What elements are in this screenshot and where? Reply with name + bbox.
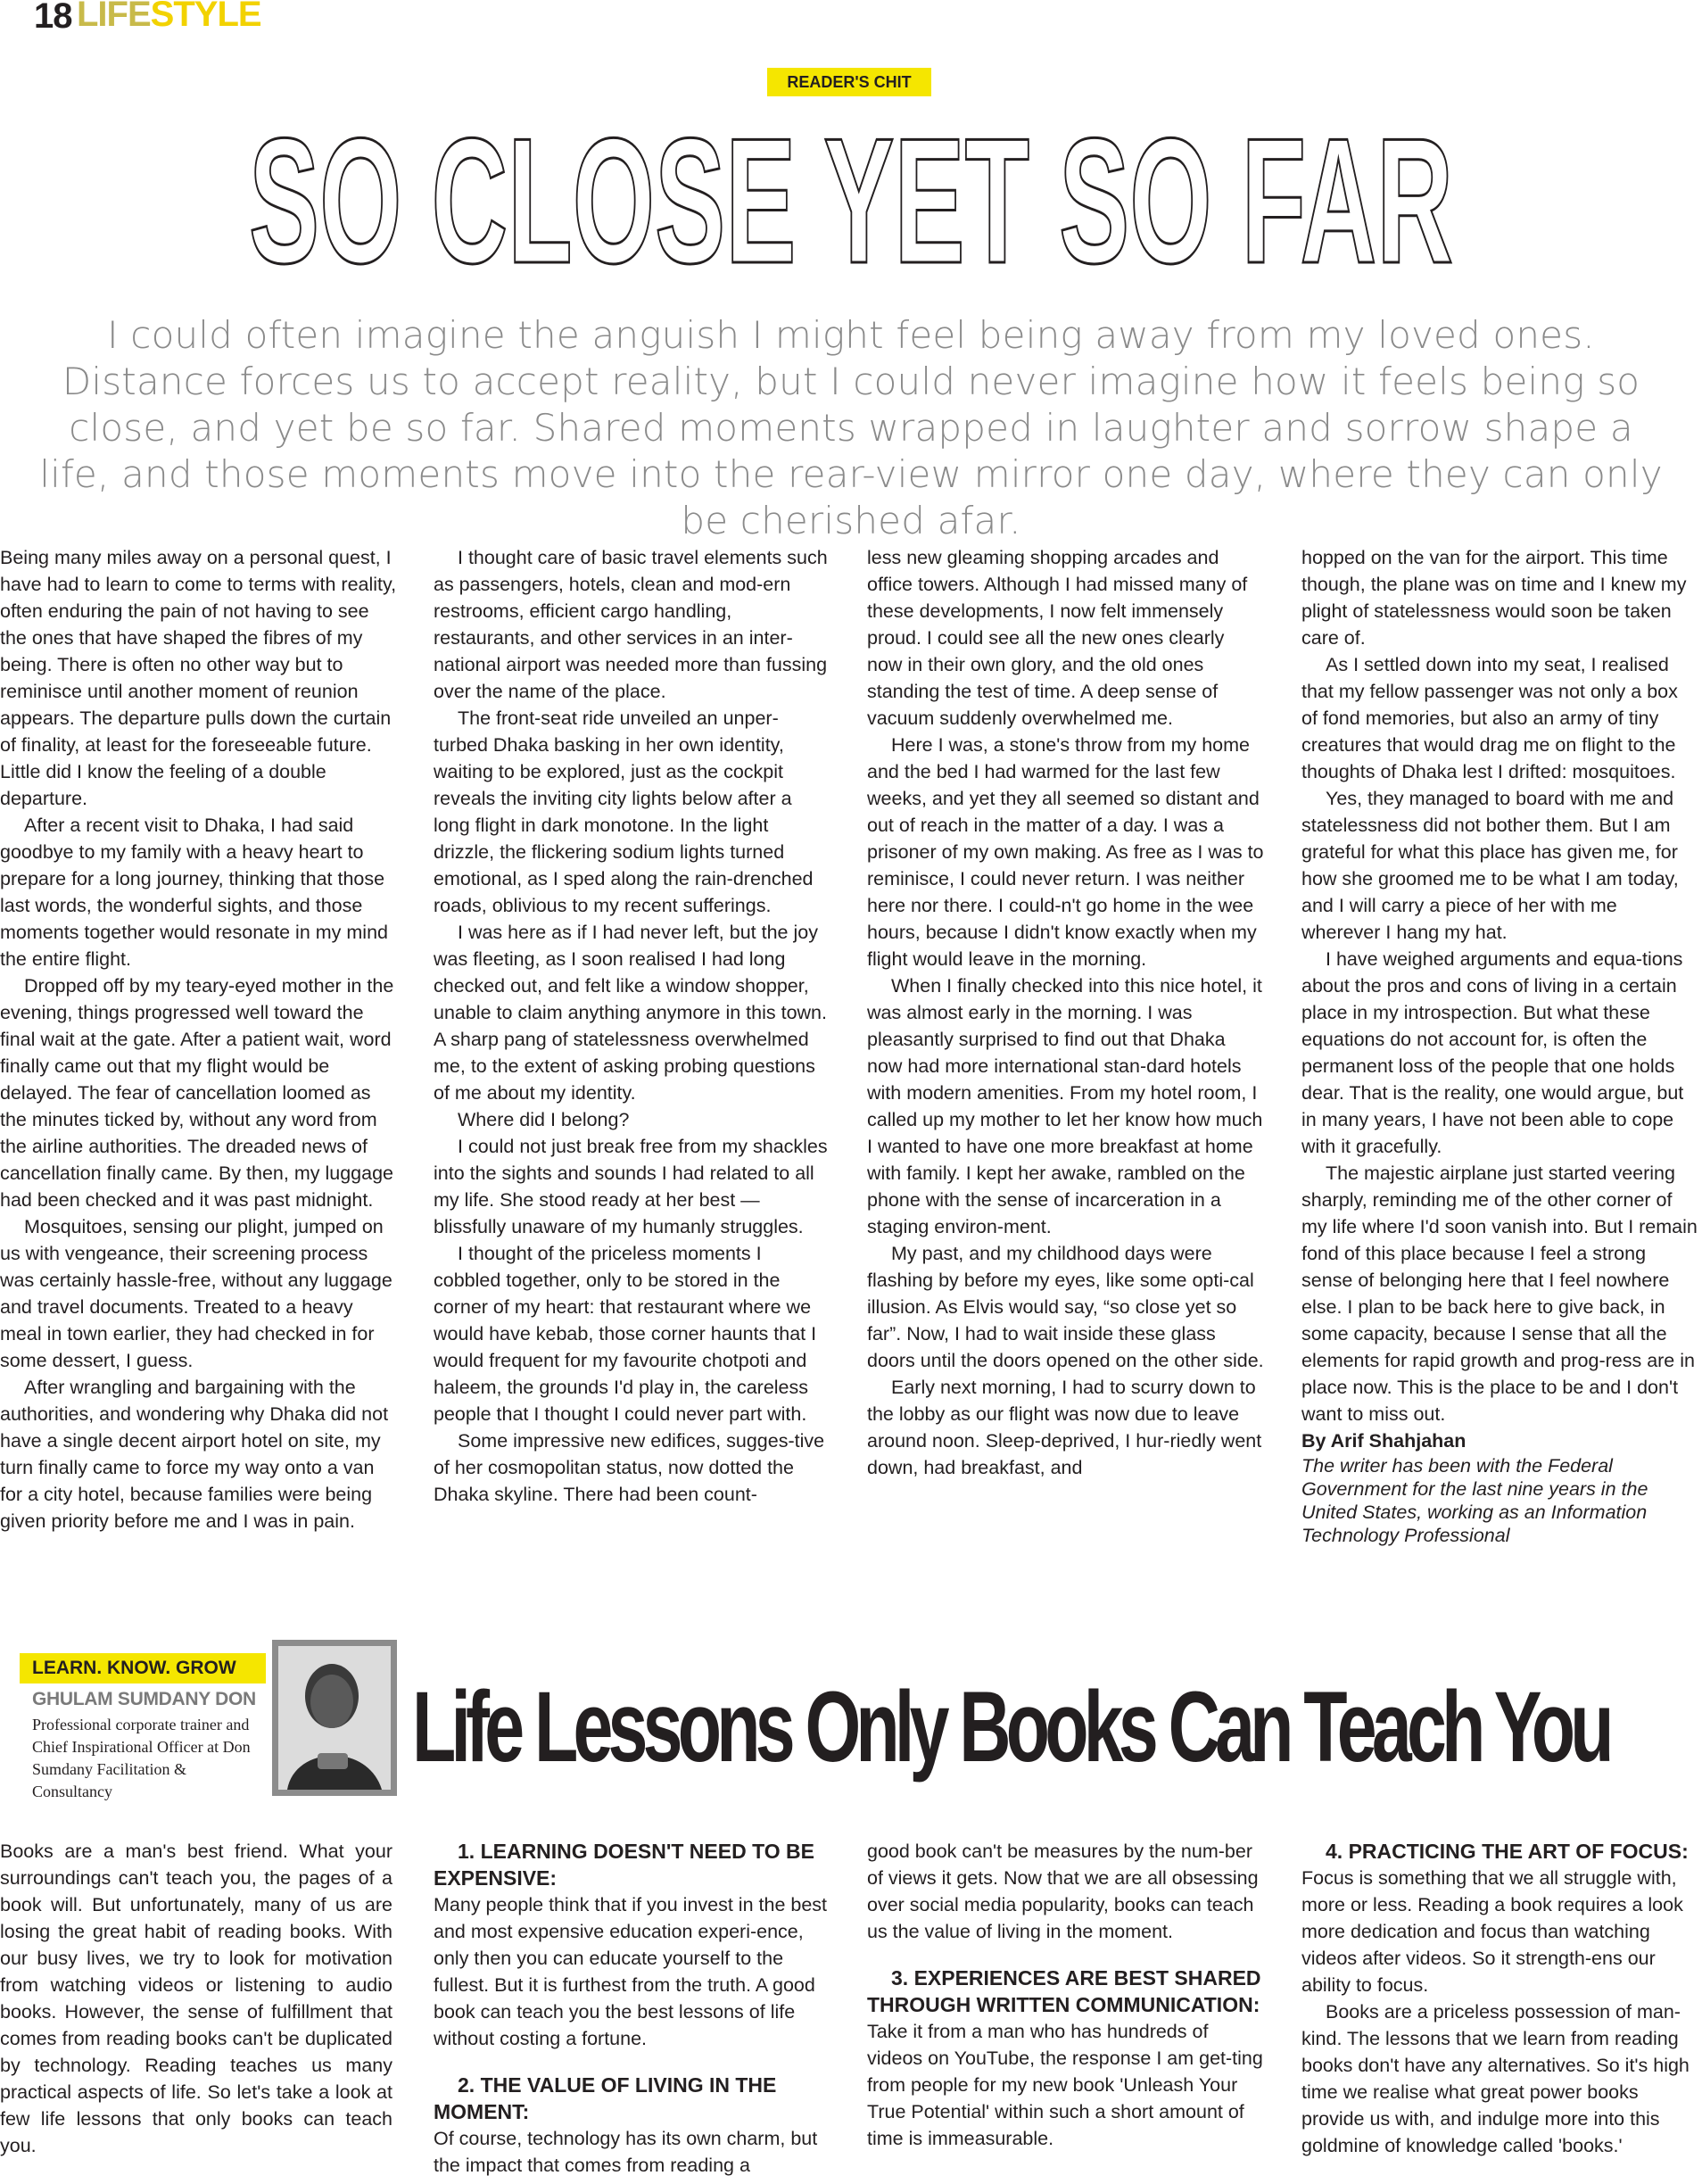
paragraph: Here I was, a stone's throw from my home and the bed I had warmed for the last few weeks, and yet they all seemed so distant and out of reach in the matter of a day. I was a prisoner of my own making. As free as I was to reminisce, I could never return. I was neither here nor there. I could-n't go home in the wee hours, because I didn't know exactly when my flight would leave in the morning. (867, 734, 1264, 970)
article2-column-4 (1301, 1838, 1698, 2184)
paragraph: Where did I belong? (458, 1109, 630, 1130)
article2-column-1 (0, 1838, 392, 2184)
section-title (77, 0, 261, 35)
paragraph: My past, and my childhood days were flashing by before my eyes, like some opti-cal illusion. As Elvis would say, “so close yet so far”. Now, I had to wait inside these glass doors until the doors opened on the other side. (867, 1243, 1264, 1371)
author-photo (278, 1646, 391, 1790)
paragraph: I could not just break free from my shackles into the sights and sounds I had related to all my life. She stood ready at her best — blissfully unaware of my humanly struggles. (434, 1136, 828, 1237)
series-label: LEARN. KNOW. GROW (20, 1653, 266, 1684)
paragraph: hopped on the van for the airport. This time though, the plane was on time and I knew my plight of statelessness would soon be taken care of. (1301, 547, 1687, 649)
paragraph: I thought of the priceless moments I cobbled together, only to be stored in the corner of my heart: that restaurant where we would have kebab, those corner haunts that I would frequent for my favourite chotpoti and haleem, the grounds I'd play in, the careless people that I thought I could never part with. (434, 1243, 817, 1425)
paragraph: I was here as if I had never left, but the joy was fleeting, as I soon realised I had long checked out, and felt like a window shopper, unable to claim anything anymore in this town. A sharp pang of statelessness overwhelmed me, to the extent of asking probing questions of me about my identity. (434, 922, 827, 1104)
paragraph: The majestic airplane just started veering sharply, reminding me of the other corner of my life where I'd soon vanish into. But I remain fond of this place because I feel a strong sense of belonging here that I feel nowhere else. I plan to be back here to give back, in some capacity, because I sense that all the elements for rapid growth and prog-ress are in place now. This is the place to be and I don't want to miss out. (1301, 1162, 1698, 1425)
article-column-4 (1301, 544, 1698, 1597)
paragraph: Focus is something that we all struggle with, more or less. Reading a book requires a look more dedication and focus than watching videos after videos. So it strength-ens our ability to focus. (1301, 1867, 1683, 1996)
article-kicker: READER'S CHIT (767, 68, 931, 96)
section-title-style: STYLE (150, 0, 261, 34)
article-deck: I could often imagine the anguish I might feel being away from my loved ones. Distance forces us to accept reality, but I could never imagine how it feels being so close, and yet be so far. Shared moments wrapped in laughter and sorrow shape a life, and those moments move into the rear-view mirror one day, where they can only be cherished afar. (39, 313, 1663, 542)
paragraph: After a recent visit to Dhaka, I had said goodbye to my family with a heavy heart to prepare for a long journey, thinking that those last words, the wonderful sights, and those moments together would resonate in my mind the entire flight. (0, 815, 388, 970)
article-headline-2: Life Lessons Only Books Can Teach You (412, 1671, 1609, 1783)
article-headline (0, 109, 1702, 287)
subhead: 4. PRACTICING THE ART OF FOCUS: (1326, 1840, 1689, 1863)
paragraph: The front-seat ride unveiled an unper-turbed Dhaka basking in her own identity, waiting to be explored, just as the cockpit reveals the inviting city lights below after a long flight in dark monotone. In the light drizzle, the flickering sodium lights turned emotional, as I sped along the rain-drenched roads, oblivious to my recent sufferings. (434, 707, 814, 916)
paragraph: Books are a man's best friend. What your surroundings can't teach you, the pages of a book will. But unfortunately, many of us are losing the great habit of reading books. With our busy lives, we try to look for motivation from watching videos or listening to audio books. However, the sense of fulfillment that comes from reading books can't be duplicated by technology. Reading teaches us many practical aspects of life. So let's take a look at few life lessons that only books can teach you. (0, 1841, 392, 2156)
subhead: 2. THE VALUE OF LIVING IN THE MOMENT: (434, 2073, 777, 2123)
paragraph: I have weighed arguments and equa-tions about the pros and cons of living in a certain place in my introspection. But what these equations do not account for, is often the permanent loss of the people that one holds dear. That is the reality, one would argue, but in many years, I have not been able to cope with it gracefully. (1301, 948, 1684, 1157)
paragraph: Many people think that if you invest in the best and most expensive education experi-ence, only then you can educate yourself to the fullest. But it is furthest from the truth. A good book can teach you the best lessons of life without costing a fortune. (434, 1894, 828, 2049)
paragraph: good book can't be measures by the num-ber of views it gets. Now that we are all obsessing over social media popularity, books can teach us the value of living in the moment. (867, 1841, 1259, 1942)
paragraph: Take it from a man who has hundreds of videos on YouTube, the response I am get-ting from people for my new book 'Unleash Your True Potential' within such a short amount of time is immeasurable. (867, 2021, 1263, 2149)
byline: By Arif Shahjahan (1301, 1430, 1467, 1452)
paragraph: Of course, technology has its own charm, but the impact that comes from reading a (434, 2128, 818, 2176)
section-title-life: LIFE (77, 0, 151, 34)
author-bio: The writer has been with the Federal Government for the last nine years in the United States, working as an Information Technology Professional (1301, 1455, 1648, 1546)
paragraph: As I settled down into my seat, I realised that my fellow passenger was not only a box of fond memories, but also an army of tiny creatures that would drag me on flight to the thoughts of Dhaka lest I drifted: mosquitoes. (1301, 654, 1678, 782)
paragraph: Dropped off by my teary-eyed mother in the evening, things progressed well toward the final wait at the gate. After a patient wait, word finally came out that my flight would be delayed. The fear of cancellation loomed as the minutes ticked by, without any word from the airline authorities. The dreaded news of cancellation finally came. By then, my luggage had been checked and it was past midnight. (0, 975, 394, 1211)
article2-column-3 (867, 1838, 1264, 2184)
subhead: 1. LEARNING DOESN'T NEED TO BE EXPENSIVE: (434, 1840, 814, 1890)
article-column-3 (867, 544, 1264, 1597)
paragraph: After wrangling and bargaining with the authorities, and wondering why Dhaka did not have a single decent airport hotel on site, my turn finally came to force my way onto a van for a city hotel, because families were being given priority before me and I was in pain. (0, 1377, 389, 1532)
paragraph: Yes, they managed to board with me and statelessness did not bother them. But I am grateful for what this place has given me, for how she groomed me to be what I am today, and I will carry a piece of her with me wherever I hang my hat. (1301, 788, 1679, 943)
author-title: Professional corporate trainer and Chief Inspirational Officer at Don Sumdany Facilitation & Consultancy (32, 1716, 251, 1800)
paragraph: Being many miles away on a personal quest, I have had to learn to come to terms with reality, often enduring the pain of not having to see the ones that have shaped the fibres of my being. There is often no other way but to reminisce until another moment of reunion appears. The departure pulls down the curtain of finality, at least for the foreseeable future. Little did I know the feeling of a double departure. (0, 547, 397, 809)
article-column-1 (0, 544, 397, 1597)
paragraph: Early next morning, I had to scurry down to the lobby as our flight was now due to leave around noon. Sleep-deprived, I hur-riedly went down, had breakfast, and (867, 1377, 1262, 1478)
subhead: 3. EXPERIENCES ARE BEST SHARED THROUGH WRITTEN COMMUNICATION: (867, 1966, 1261, 2016)
article-column-2 (434, 544, 830, 1597)
paragraph: I thought care of basic travel elements such as passengers, hotels, clean and mod-ern restrooms, efficient cargo handling, restaurants, and other services in an inter-national airport was needed more than fussing over the name of the place. (434, 547, 828, 702)
paragraph: When I finally checked into this nice hotel, it was almost early in the morning. I was pleasantly surprised to find out that Dhaka now had more international stan-dard hotels with modern amenities. From my hotel room, I called up my mother to let her know how much I wanted to have one more breakfast at home with family. I kept her awake, rambled on the phone with the sense of incarceration in a staging environ-ment. (867, 975, 1263, 1237)
paragraph: Some impressive new edifices, sugges-tive of her cosmopolitan status, now dotted the Dhaka skyline. There had been count- (434, 1430, 825, 1505)
article-headline-text: SO CLOSE YET SO FAR (249, 109, 1453, 287)
author-name: GHULAM SUMDANY DON (32, 1689, 256, 1709)
page-number: 18 (34, 0, 72, 36)
paragraph: less new gleaming shopping arcades and office towers. Although I had missed many of these developments, I now felt immensely proud. I could see all the new ones clearly now in their own glory, and the old ones standing the test of time. A deep sense of vacuum suddenly overwhelmed me. (867, 547, 1248, 729)
paragraph: Books are a priceless possession of man-kind. The lessons that we learn from reading books don't have any alternatives. So it's high time we realise what great power books provide us with, and indulge more into this goldmine of knowledge called 'books.' (1301, 2001, 1690, 2156)
article2-column-2 (434, 1838, 830, 2184)
paragraph: Mosquitoes, sensing our plight, jumped on us with vengeance, their screening process was certainly hassle-free, without any luggage and travel documents. Treated to a heavy meal in town earlier, they had checked in for some dessert, I guess. (0, 1216, 392, 1371)
